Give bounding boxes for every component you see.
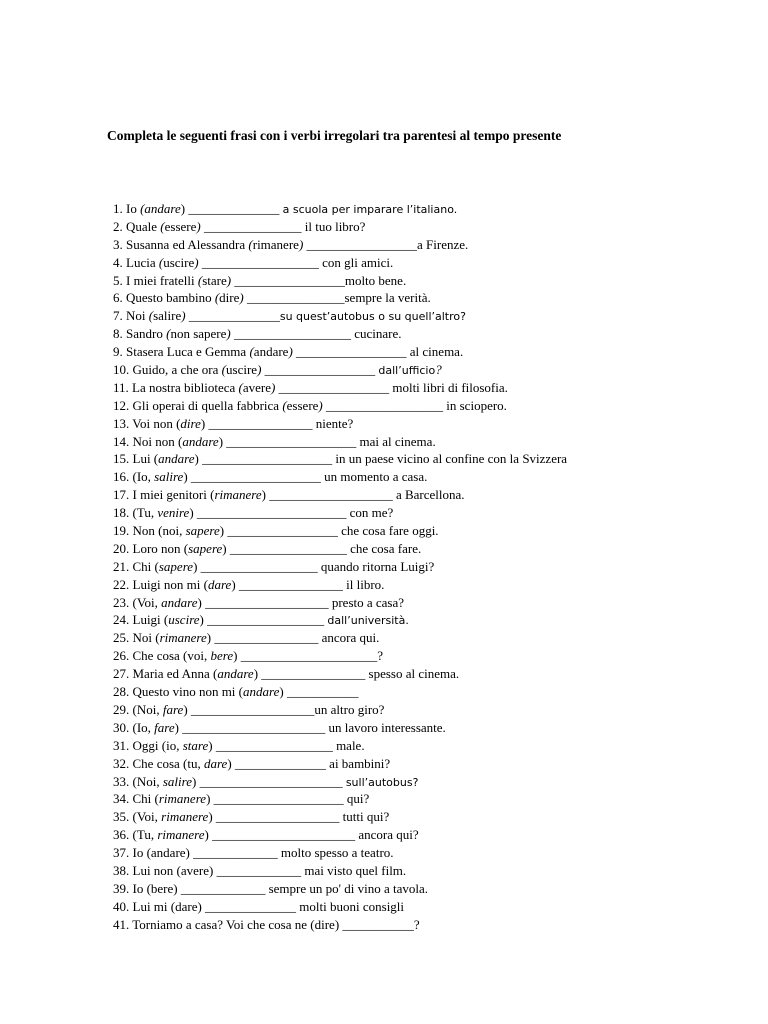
exercise-text-segment: 38. Lui non (avere) _____________ mai visto quel film. [113, 862, 407, 878]
exercise-text-segment: 9. Stasera Luca e Gemma [113, 344, 250, 360]
exercise-text-segment: ) __________________ [199, 612, 328, 628]
exercise-text-segment: ( [197, 272, 203, 288]
exercise-text-segment: salire [153, 308, 182, 324]
exercise-text-segment: venire [157, 505, 190, 521]
exercise-text-segment: rimanere [214, 487, 262, 503]
exercise-text-segment: ) [181, 308, 186, 324]
exercise-text-segment: ) [288, 344, 293, 360]
exercise-text-segment: __________________ in sciopero. [322, 397, 507, 413]
exercise-text-segment: ( [249, 344, 254, 360]
exercise-text-segment: _________________a Firenze. [303, 236, 469, 252]
exercise-item-4 [113, 254, 567, 272]
exercise-text-segment: salire [154, 469, 184, 485]
exercise-item-35 [113, 808, 567, 826]
exercise-text-segment: ) [196, 218, 201, 234]
exercise-item-36 [113, 826, 567, 844]
exercise-text-segment: ) ___________ [279, 684, 359, 700]
exercise-item-24 [113, 611, 567, 629]
exercise-text-segment: ) _________________ che cosa fare oggi. [219, 523, 439, 539]
exercise-text-segment: 35. (Voi, [113, 809, 162, 825]
exercise-text-segment: ( [148, 308, 154, 324]
exercise-item-40 [113, 898, 567, 916]
exercise-text-segment: ) __________________ male. [208, 737, 365, 753]
exercise-text-segment: dall’ufficio [378, 364, 436, 378]
exercise-text-segment: ) ____________________ mai al cinema. [218, 433, 436, 449]
exercise-item-31 [113, 737, 567, 755]
exercise-text-segment: 2. Quale [113, 218, 161, 234]
exercise-text-segment: non sapere [170, 326, 227, 342]
exercise-text-segment: ) ____________________ in un paese vicino al confine con la Svizzera [194, 451, 568, 467]
exercise-text-segment: dare [203, 755, 228, 771]
exercise-text-segment: 26. Che cosa (voi, [113, 648, 211, 664]
exercise-text-segment: dare [207, 576, 232, 592]
exercise-text-segment: 33. (Noi, [113, 773, 163, 789]
exercise-text-segment: ) __________________ quando ritorna Luigi? [193, 558, 435, 574]
exercise-item-37 [113, 844, 567, 862]
exercise-item-26 [113, 647, 567, 665]
exercise-text-segment: bere [210, 648, 234, 664]
exercise-text-segment: 27. Maria ed Anna ( [113, 666, 218, 682]
exercise-text-segment: 18. (Tu, [113, 505, 158, 521]
exercise-text-segment: __________________ cucinare. [230, 326, 402, 342]
exercise-text-segment: ) ___________________ presto a casa? [197, 594, 405, 610]
exercise-text-segment: ) ___________________ a Barcellona. [261, 487, 465, 503]
exercise-item-6 [113, 289, 567, 307]
exercise-text-segment: rimanere [158, 791, 207, 807]
exercise-item-2 [113, 218, 567, 236]
exercise-text-segment: 34. Chi ( [113, 791, 159, 807]
exercise-text-segment: _______________sempre la verità. [243, 290, 431, 306]
exercise-item-17 [113, 486, 567, 504]
exercise-item-15 [113, 450, 567, 468]
exercise-text-segment: rimanere [157, 827, 205, 843]
exercise-item-1 [113, 200, 567, 218]
exercise-text-segment: ) ___________________un altro giro? [183, 701, 385, 717]
exercise-text-segment: ( [158, 254, 164, 270]
exercise-text-segment: _________________ molti libri di filosofia. [275, 379, 508, 395]
exercise-text-segment: 30. (Io, [113, 719, 155, 735]
exercise-text-segment: 29. (Noi, [113, 701, 163, 717]
exercise-text-segment: 8. Sandro [113, 326, 167, 342]
exercise-text-segment: rimanere [252, 236, 299, 252]
exercise-text-segment: andare [253, 344, 289, 360]
exercise-item-18 [113, 504, 567, 522]
exercise-item-11 [113, 379, 567, 397]
exercise-text-segment: ) [257, 362, 262, 378]
exercise-text-segment: 32. Che cosa (tu, [113, 755, 204, 771]
exercise-text-segment: 20. Loro non ( [113, 540, 189, 556]
exercise-item-5 [113, 272, 567, 290]
exercise-text-segment: 40. Lui mi (dare) ______________ molti buoni consigli [113, 898, 405, 914]
exercise-item-20 [113, 540, 567, 558]
exercise-text-segment: ) [298, 236, 304, 252]
exercise-item-41 [113, 916, 567, 934]
exercise-item-28 [113, 683, 567, 701]
exercise-text-segment: sapere [158, 558, 194, 574]
exercise-item-25 [113, 629, 567, 647]
exercise-text-segment: _________________ [261, 362, 379, 378]
exercise-text-segment: fare [154, 719, 175, 735]
exercise-text-segment: 1. Io [113, 201, 141, 216]
exercise-item-19 [113, 522, 567, 540]
exercise-item-29 [113, 701, 567, 719]
exercise-text-segment: ( [166, 326, 171, 342]
exercise-text-segment: ) __________________ che cosa fare. [222, 540, 422, 556]
exercise-text-segment: _________________ al cinema. [292, 344, 464, 360]
exercise-item-27 [113, 665, 567, 683]
exercise-text-segment: 11. La nostra biblioteca [113, 379, 239, 395]
exercise-text-segment: ( [238, 379, 243, 395]
exercise-text-segment: 7. Noi [113, 308, 149, 324]
exercise-text-segment: ( [160, 218, 165, 234]
exercise-item-22 [113, 576, 567, 594]
exercise-text-segment: 21. Chi ( [113, 558, 159, 574]
exercise-text-segment: 12. Gli operai di quella fabbrica [113, 397, 283, 413]
exercise-item-10 [113, 361, 567, 379]
exercise-text-segment: andare [158, 451, 195, 467]
exercise-text-segment: ) _____________________? [233, 648, 383, 664]
exercise-text-segment: ) ___________________ tutti qui? [208, 809, 390, 825]
exercise-item-32 [113, 755, 567, 773]
exercise-text-segment: ( [214, 290, 220, 306]
exercise-text-segment: 4. Lucia [113, 254, 159, 270]
exercise-text-segment: 23. (Voi, [113, 594, 162, 610]
exercise-text-segment: 28. Questo vino non mi ( [113, 684, 243, 700]
exercise-text-segment: 31. Oggi (io, [113, 737, 183, 753]
exercise-text-segment: ( [221, 362, 227, 378]
exercise-text-segment: __________________ con gli amici. [198, 254, 394, 270]
exercise-text-segment: ) ________________ spesso al cinema. [253, 666, 460, 682]
exercise-item-13 [113, 415, 567, 433]
exercise-text-segment: andare [182, 433, 219, 449]
exercise-item-39 [113, 880, 567, 898]
exercise-text-segment: ) [239, 290, 244, 306]
exercise-text-segment: su quest’autobus o su quell’altro? [279, 310, 466, 324]
exercise-text-segment: stare [202, 272, 227, 288]
exercise-text-segment: sull’autobus? [345, 775, 419, 789]
exercise-list [113, 200, 567, 934]
exercise-text-segment: andare [217, 666, 254, 682]
exercise-text-segment: uscire [168, 612, 200, 628]
exercise-text-segment: ) ______________ ai bambini? [227, 755, 391, 771]
exercise-text-segment: ) [194, 254, 199, 270]
exercise-item-12 [113, 397, 567, 415]
exercise-text-segment: ) ______________________ ancora qui? [204, 827, 419, 843]
exercise-text-segment: 3. Susanna ed Alessandra [113, 236, 249, 252]
exercise-text-segment: ) ______________________ [191, 773, 346, 789]
exercise-text-segment: 16. (Io, [113, 469, 155, 485]
exercise-text-segment: ) ________________ niente? [200, 415, 354, 431]
exercise-text-segment: 19. Non (noi, [113, 523, 186, 539]
exercise-text-segment: rimanere [159, 630, 207, 646]
exercise-text-segment: 22. Luigi non mi ( [113, 576, 208, 592]
exercise-text-segment: 41. Torniamo a casa? Voi che cosa ne (dire) ___________? [113, 916, 420, 932]
exercise-text-segment: 14. Noi non ( [113, 433, 183, 449]
exercise-text-segment: 5. I miei fratelli [113, 272, 198, 288]
exercise-text-segment: ) [226, 272, 232, 288]
exercise-text-segment: ) ______________________ un lavoro interessante. [174, 719, 446, 735]
exercise-item-30 [113, 719, 567, 737]
exercise-text-segment: dire [180, 415, 201, 431]
exercise-item-33 [113, 773, 567, 791]
exercise-item-34 [113, 790, 567, 808]
exercise-item-16 [113, 468, 567, 486]
exercise-text-segment: uscire [226, 362, 258, 378]
exercise-text-segment: sapere [185, 523, 220, 539]
exercise-text-segment: andare [243, 684, 280, 700]
exercise-text-segment: rimanere [161, 809, 209, 825]
exercise-text-segment: avere [242, 379, 271, 395]
exercise-text-segment: salire [162, 773, 192, 789]
exercise-text-segment: ( [282, 397, 287, 413]
exercise-text-segment: sapere [188, 540, 223, 556]
exercise-item-21 [113, 558, 567, 576]
exercise-text-segment: uscire [163, 254, 195, 270]
exercise-item-38 [113, 862, 567, 880]
exercise-text-segment: ) [226, 326, 231, 342]
exercise-text-segment: dire [219, 290, 240, 306]
exercise-text-segment: a scuola per imparare l’italiano. [282, 203, 458, 216]
exercise-text-segment: ) ______________ [180, 201, 283, 216]
exercise-text-segment: andare [161, 594, 198, 610]
exercise-text-segment: 6. Questo bambino [113, 290, 215, 306]
exercise-text-segment: ) ____________________ qui? [206, 791, 370, 807]
exercise-text-segment: dall’università. [327, 614, 409, 628]
exercise-item-14 [113, 433, 567, 451]
exercise-text-segment: ______________ [185, 308, 280, 324]
exercise-text-segment: fare [162, 701, 184, 717]
exercise-text-segment: stare [182, 737, 209, 753]
exercise-text-segment: ) [271, 379, 276, 395]
exercise-item-23 [113, 594, 567, 612]
exercise-text-segment: essere [164, 218, 197, 234]
exercise-text-segment: _______________ il tuo libro? [200, 218, 366, 234]
exercise-text-segment: ) ________________ il libro. [231, 576, 385, 592]
exercise-text-segment: ) ____________________ un momento a casa. [183, 469, 428, 485]
exercise-text-segment: 39. Io (bere) _____________ sempre un po' di vino a tavola. [113, 880, 428, 896]
exercise-text-segment: 10. Guido, a che ora [113, 362, 222, 378]
exercise-text-segment: (andare [140, 201, 181, 216]
exercise-text-segment: 17. I miei genitori ( [113, 487, 215, 503]
exercise-text-segment: _________________molto bene. [231, 272, 407, 288]
exercise-item-8 [113, 325, 567, 343]
exercise-item-3 [113, 236, 567, 254]
exercise-text-segment: ) [318, 397, 323, 413]
exercise-text-segment: 13. Voi non ( [113, 415, 181, 431]
exercise-text-segment: ( [248, 236, 253, 252]
exercise-text-segment: ? [435, 362, 442, 378]
exercise-text-segment: 37. Io (andare) _____________ molto spesso a teatro. [113, 845, 394, 861]
exercise-text-segment: ) ________________ ancora qui. [206, 630, 380, 646]
exercise-text-segment: 36. (Tu, [113, 827, 158, 843]
exercise-text-segment: 15. Lui ( [113, 451, 159, 467]
worksheet-title: Completa le seguenti frasi con i verbi irregolari tra parentesi al tempo presente [107, 128, 562, 143]
exercise-text-segment: 24. Luigi ( [113, 612, 169, 628]
exercise-text-segment: ) _______________________ con me? [189, 505, 394, 521]
exercise-item-7 [113, 307, 567, 325]
exercise-text-segment: essere [286, 397, 319, 413]
exercise-item-9 [113, 343, 567, 361]
exercise-text-segment: 25. Noi ( [113, 630, 160, 646]
